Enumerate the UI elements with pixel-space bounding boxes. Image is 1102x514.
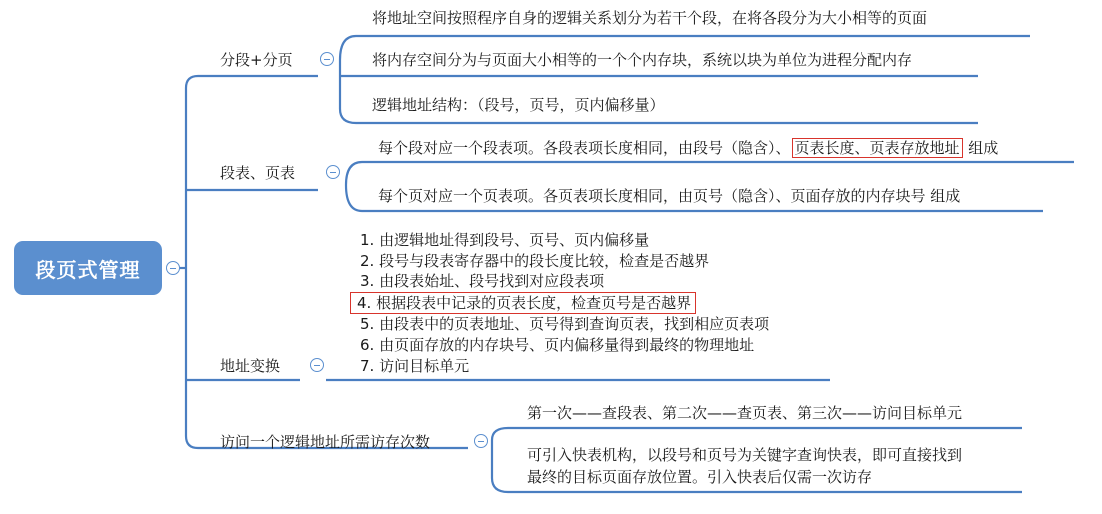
step-5: 5. 由段表中的页表地址、页号得到查询页表，找到相应页表项 — [360, 315, 770, 334]
b1-child-1[interactable]: 将地址空间按照程序自身的逻辑关系划分为若干个段，在将各段分为大小相等的页面 — [372, 9, 928, 27]
highlight-box: 页表长度、页表存放地址 — [792, 138, 963, 158]
branch-segment-paging[interactable]: 分段+分页 — [220, 51, 293, 69]
branch3-collapse-icon[interactable] — [310, 358, 324, 372]
b1-child-3[interactable]: 逻辑地址结构：（段号，页号，页内偏移量） — [372, 96, 665, 114]
branch-address-translation[interactable]: 地址变换 — [220, 357, 281, 375]
b4-child-2[interactable] — [527, 444, 962, 488]
step-6: 6. 由页面存放的内存块号、页内偏移量得到最终的物理地址 — [360, 335, 755, 354]
step-1: 1. 由逻辑地址得到段号、页号、页内偏移量 — [360, 231, 650, 249]
b4-child-2-line1: 可引入快表机构，以段号和页号为关键字查询快表，即可直接找到 — [527, 446, 963, 464]
step-3: 3. 由段表始址、段号找到对应段表项 — [360, 272, 605, 291]
root-label: 段页式管理 — [35, 257, 141, 282]
branch2-collapse-icon[interactable] — [326, 165, 340, 179]
b4-child-1[interactable]: 第一次——查段表、第二次——查页表、第三次——访问目标单元 — [527, 404, 963, 422]
b4-child-2-line2: 最终的目标页面存放位置。引入快表后仅需一次访存 — [527, 468, 873, 486]
b2-child-1[interactable] — [378, 138, 998, 158]
b2-child-1-tail: 组成 — [963, 139, 999, 157]
branch-memory-access-count[interactable]: 访问一个逻辑地址所需访存次数 — [220, 433, 431, 451]
branch1-collapse-icon[interactable] — [320, 52, 334, 66]
translation-steps[interactable] — [357, 230, 770, 376]
step-7: 7. 访问目标单元 — [360, 356, 470, 375]
b2-child-2[interactable]: 每个页对应一个页表项。各页表项长度相同，由页号（隐含）、页面存放的内存块号 组成 — [378, 187, 961, 205]
step-4-highlighted: 4. 根据段表中记录的页表长度，检查页号是否越界 — [350, 292, 696, 315]
trunk-vertical — [186, 76, 198, 448]
branch-segment-page-tables[interactable]: 段表、页表 — [220, 164, 296, 182]
root-node[interactable] — [14, 241, 162, 295]
branch4-collapse-icon[interactable] — [474, 434, 488, 448]
b2-child-1-text: 每个段对应一个段表项。各段表项长度相同，由段号（隐含）、 — [378, 139, 791, 157]
b1-child-2[interactable]: 将内存空间分为与页面大小相等的一个个内存块，系统以块为单位为进程分配内存 — [372, 51, 913, 69]
step-2: 2. 段号与段表寄存器中的段长度比较，检查是否越界 — [360, 251, 710, 270]
root-collapse-icon[interactable] — [166, 261, 180, 275]
